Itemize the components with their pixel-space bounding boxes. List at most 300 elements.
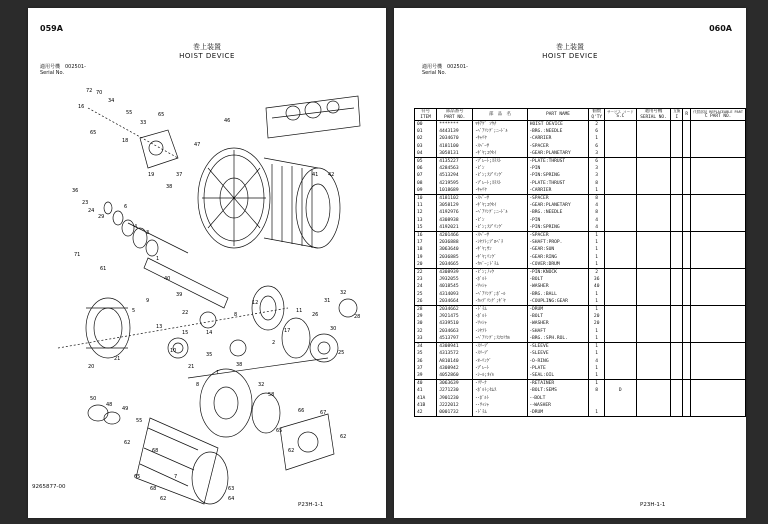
item-cell: 36	[415, 358, 437, 365]
callout: 37	[176, 172, 183, 178]
empty-cell	[683, 121, 691, 129]
part-name-cell: HOIST DEVICE	[527, 121, 589, 129]
item-cell: 16	[415, 232, 437, 240]
callout: 19	[148, 172, 155, 178]
callout: 1	[216, 370, 220, 376]
callout: 12	[252, 300, 259, 306]
callout: 32	[258, 382, 265, 388]
header-replaceable: 代替部品 REPLACEABLE PART C PART NO.	[691, 109, 746, 121]
item-cell: 20	[415, 261, 437, 269]
part-no-cell: 3063640	[437, 246, 473, 253]
item-cell: 11	[415, 202, 437, 209]
table-row	[415, 217, 746, 224]
callout: 10	[170, 348, 177, 354]
sc-cell	[604, 291, 636, 298]
empty-cell	[671, 180, 683, 187]
callout: 33	[140, 120, 147, 126]
sc-cell	[604, 328, 636, 335]
qty-cell: 1	[589, 328, 605, 335]
empty-cell	[636, 195, 671, 203]
callout: 20	[88, 364, 95, 370]
qty-cell: 20	[589, 313, 605, 320]
empty-cell	[683, 372, 691, 380]
part-name-cell: ･CARRIER	[527, 135, 589, 142]
left-footer: P23H-1-1	[298, 502, 324, 508]
empty-cell	[691, 143, 746, 150]
qty-cell: 6	[589, 158, 605, 166]
sc-cell	[604, 372, 636, 380]
part-name-cell: ･PIN:SPRING	[527, 224, 589, 232]
part-name-cell: ･COUPLING:GEAR	[527, 298, 589, 306]
empty-cell	[691, 254, 746, 261]
part-no-cell: 4308942	[437, 365, 473, 372]
part-name-cell: ･WASHER	[527, 283, 589, 290]
part-no-cell: 4308938	[437, 217, 473, 224]
name-jp-cell: ･ﾋﾟﾝ	[473, 165, 528, 172]
callout: 38	[166, 184, 173, 190]
part-name-cell: ･BOLT:SEMS	[527, 387, 589, 394]
qty-cell: 4	[589, 358, 605, 365]
empty-cell	[691, 283, 746, 290]
empty-cell	[636, 402, 671, 409]
item-cell: 17	[415, 239, 437, 246]
table-row	[415, 195, 746, 203]
table-row	[415, 365, 746, 372]
empty-cell	[671, 232, 683, 240]
table-row	[415, 335, 746, 343]
qty-cell: 3	[589, 165, 605, 172]
sc-cell	[604, 306, 636, 314]
right-title-en: HOIST DEVICE	[542, 52, 598, 60]
empty-cell	[691, 276, 746, 283]
qty-cell: 1	[589, 335, 605, 343]
empty-cell	[671, 283, 683, 290]
sc-cell	[604, 217, 636, 224]
item-cell: 00	[415, 121, 437, 129]
empty-cell	[683, 320, 691, 327]
empty-cell	[671, 121, 683, 129]
part-name-cell: ･DRUM	[527, 306, 589, 314]
qty-cell: 1	[589, 298, 605, 306]
table-row	[415, 165, 746, 172]
empty-cell	[683, 187, 691, 195]
empty-cell	[691, 306, 746, 314]
callout: 58	[268, 392, 275, 398]
empty-cell	[636, 128, 671, 135]
empty-cell	[636, 180, 671, 187]
callout: 35	[206, 352, 213, 358]
empty-cell	[671, 291, 683, 298]
empty-cell	[636, 202, 671, 209]
qty-cell: 8	[589, 180, 605, 187]
empty-cell	[691, 202, 746, 209]
item-cell: 03	[415, 143, 437, 150]
name-jp-cell: ･ｽﾘｰﾌﾞ	[473, 343, 528, 351]
empty-cell	[636, 387, 671, 394]
empty-cell	[683, 202, 691, 209]
callout: 5	[132, 308, 136, 314]
empty-cell	[636, 261, 671, 269]
name-jp-cell: ･ﾎﾞﾙﾄ;ｾﾑｽ	[473, 387, 528, 394]
empty-cell	[691, 335, 746, 343]
part-name-cell: ･BRG.:SPH.ROL.	[527, 335, 589, 343]
empty-cell	[683, 195, 691, 203]
table-row	[415, 328, 746, 335]
empty-cell	[683, 172, 691, 179]
callout: 4	[134, 224, 138, 230]
empty-cell	[636, 224, 671, 232]
name-jp-cell: ･ﾘﾃｰﾅ	[473, 380, 528, 388]
part-no-cell: 3058129	[437, 202, 473, 209]
part-no-cell: 2034662	[437, 306, 473, 314]
name-jp-cell: ･ｼﾔﾌﾄ;ﾌﾟﾛﾍﾟﾗ	[473, 239, 528, 246]
empty-cell	[636, 343, 671, 351]
part-no-cell: 4308941	[437, 343, 473, 351]
table-row	[415, 180, 746, 187]
callout: 17	[284, 328, 291, 334]
empty-cell	[671, 402, 683, 409]
name-jp-cell: ･ﾍﾞｱﾘﾝｸﾞ;ﾎﾞｰﾙ	[473, 291, 528, 298]
empty-cell	[671, 365, 683, 372]
qty-cell: 4	[589, 217, 605, 224]
callout: 65	[276, 428, 283, 434]
empty-cell	[671, 187, 683, 195]
qty-cell: 1	[589, 246, 605, 253]
empty-cell	[683, 239, 691, 246]
name-jp-cell: ･ｷﾞﾔ;ﾘﾝｸﾞ	[473, 254, 528, 261]
callout: 31	[324, 298, 331, 304]
empty-cell	[683, 306, 691, 314]
empty-cell	[636, 209, 671, 216]
name-jp-cell: ･ﾄﾞﾗﾑ	[473, 409, 528, 417]
right-page-number: 060A	[709, 24, 732, 33]
table-row	[415, 269, 746, 277]
part-name-cell: ･PIN:KNOCK	[527, 269, 589, 277]
part-no-cell: 4201466	[437, 232, 473, 240]
table-row	[415, 283, 746, 290]
name-jp-cell: ･ﾜｯｼｬ	[473, 283, 528, 290]
part-no-cell: 3063639	[437, 380, 473, 388]
part-name-cell: ･DRUM	[527, 409, 589, 417]
table-row	[415, 202, 746, 209]
name-jp-cell: ･ｷﾞﾔ;ﾕｳｾｲ	[473, 150, 528, 158]
part-no-cell: 4192976	[437, 209, 473, 216]
empty-cell	[636, 380, 671, 388]
sc-cell	[604, 276, 636, 283]
part-no-cell: 4339510	[437, 320, 473, 327]
part-name-cell: ･RETAINER	[527, 380, 589, 388]
callout: 63	[228, 486, 235, 492]
empty-cell	[636, 254, 671, 261]
sc-cell	[604, 343, 636, 351]
empty-cell	[691, 121, 746, 129]
item-cell: 06	[415, 165, 437, 172]
sc-cell: D	[604, 387, 636, 394]
name-jp-cell: ･ｵｰﾘﾝｸﾞ	[473, 358, 528, 365]
part-no-cell: 2034665	[437, 261, 473, 269]
name-jp-cell: ･ｽﾘｰﾌﾞ	[473, 350, 528, 357]
table-row	[415, 402, 746, 409]
name-jp-cell: ･ﾌﾟﾚｰﾄ;ｽﾗｽﾄ	[473, 158, 528, 166]
header-part-name: PART NAME	[527, 109, 589, 121]
part-no-cell: 3058131	[437, 150, 473, 158]
qty-cell: 1	[589, 135, 605, 142]
qty-cell	[589, 395, 605, 402]
header-interchange: 互換 I	[671, 109, 683, 121]
part-name-cell: ･PIN:SPRING	[527, 172, 589, 179]
empty-cell	[671, 372, 683, 380]
empty-cell	[671, 165, 683, 172]
hoist-device-exploded-drawing	[28, 8, 386, 518]
sc-cell	[604, 283, 636, 290]
callout: 9	[146, 298, 150, 304]
table-row	[415, 158, 746, 166]
empty-cell	[683, 395, 691, 402]
qty-cell: 40	[589, 283, 605, 290]
callout: 61	[100, 266, 107, 272]
qty-cell: 1	[589, 306, 605, 314]
empty-cell	[691, 209, 746, 216]
empty-cell	[691, 409, 746, 417]
qty-cell: 2	[589, 121, 605, 129]
qty-cell: 1	[589, 365, 605, 372]
table-row	[415, 350, 746, 357]
item-cell: 41	[415, 387, 437, 394]
header-part-no: 部品番号 PART NO.	[437, 109, 473, 121]
part-no-cell: J271230	[437, 387, 473, 394]
qty-cell: 6	[589, 128, 605, 135]
empty-cell	[691, 291, 746, 298]
left-title-en: HOIST DEVICE	[179, 52, 235, 60]
callout: 8	[196, 382, 200, 388]
callout: 21	[114, 356, 121, 362]
empty-cell	[671, 298, 683, 306]
callout: 68	[152, 448, 159, 454]
header-item: 符号 ITEM	[415, 109, 437, 121]
part-name-cell: ･SHAFT:PROP.	[527, 239, 589, 246]
empty-cell	[691, 150, 746, 158]
sc-cell	[604, 298, 636, 306]
part-no-cell: J932055	[437, 276, 473, 283]
empty-cell	[691, 328, 746, 335]
left-catalog-page	[28, 8, 386, 518]
empty-cell	[691, 395, 746, 402]
empty-cell	[683, 276, 691, 283]
item-cell: 19	[415, 254, 437, 261]
empty-cell	[636, 291, 671, 298]
callout: 7	[174, 474, 178, 480]
qty-cell: 8	[589, 195, 605, 203]
name-jp-cell: ･ﾋﾟﾝ;ﾉｯｸ	[473, 269, 528, 277]
left-page-number: 059A	[40, 24, 63, 33]
part-no-cell: J901230	[437, 395, 473, 402]
empty-cell	[671, 143, 683, 150]
part-name-cell: ･PLATE:THRUST	[527, 158, 589, 166]
callout: 48	[106, 402, 113, 408]
empty-cell	[683, 328, 691, 335]
empty-cell	[636, 239, 671, 246]
empty-cell	[691, 172, 746, 179]
callout: 22	[182, 310, 189, 316]
empty-cell	[691, 246, 746, 253]
callout: 36	[72, 188, 79, 194]
callout: 62	[288, 448, 295, 454]
table-row	[415, 358, 746, 365]
empty-cell	[671, 387, 683, 394]
part-no-cell: 4135227	[437, 158, 473, 166]
empty-cell	[636, 335, 671, 343]
qty-cell: 1	[589, 343, 605, 351]
empty-cell	[683, 313, 691, 320]
empty-cell	[691, 387, 746, 394]
empty-cell	[636, 283, 671, 290]
empty-cell	[671, 202, 683, 209]
empty-cell	[671, 335, 683, 343]
part-no-cell: *******	[437, 121, 473, 129]
table-row	[415, 372, 746, 380]
item-cell: 40	[415, 380, 437, 388]
sc-cell	[604, 313, 636, 320]
empty-cell	[636, 320, 671, 327]
sc-cell	[604, 143, 636, 150]
item-cell: 08	[415, 180, 437, 187]
table-row	[415, 313, 746, 320]
empty-cell	[683, 298, 691, 306]
sc-cell	[604, 335, 636, 343]
part-no-cell: 4052860	[437, 372, 473, 380]
empty-cell	[671, 350, 683, 357]
table-row	[415, 135, 746, 142]
empty-cell	[671, 380, 683, 388]
item-cell: 10	[415, 195, 437, 203]
part-no-cell: 2034663	[437, 328, 473, 335]
empty-cell	[636, 409, 671, 417]
qty-cell: 4	[589, 224, 605, 232]
empty-cell	[636, 121, 671, 129]
callout: 11	[296, 308, 303, 314]
empty-cell	[683, 402, 691, 409]
empty-cell	[636, 150, 671, 158]
qty-cell: 36	[589, 276, 605, 283]
right-title-jp: 巻上装置	[556, 43, 584, 51]
callout: 68	[150, 486, 157, 492]
item-cell: 04	[415, 150, 437, 158]
part-no-cell: 4314093	[437, 291, 473, 298]
qty-cell: 1	[589, 350, 605, 357]
table-row	[415, 276, 746, 283]
callout: 62	[340, 434, 347, 440]
empty-cell	[683, 365, 691, 372]
empty-cell	[683, 217, 691, 224]
table-row	[415, 291, 746, 298]
part-name-cell: ･･BOLT	[527, 395, 589, 402]
empty-cell	[671, 261, 683, 269]
empty-cell	[683, 387, 691, 394]
empty-cell	[683, 380, 691, 388]
part-name-cell: ･SPACER	[527, 143, 589, 150]
empty-cell	[683, 135, 691, 142]
item-cell: 12	[415, 209, 437, 216]
header-serial: 適用号機 SERIAL NO.	[636, 109, 671, 121]
empty-cell	[636, 217, 671, 224]
callout: 38	[236, 362, 243, 368]
sc-cell	[604, 121, 636, 129]
callout: 65	[134, 474, 141, 480]
part-no-cell: 4181102	[437, 195, 473, 203]
item-cell: 23	[415, 276, 437, 283]
qty-cell: 1	[589, 261, 605, 269]
item-cell: 15	[415, 224, 437, 232]
part-no-cell: 1018689	[437, 187, 473, 195]
empty-cell	[691, 380, 746, 388]
name-jp-cell: ･ｼﾔﾌﾄ	[473, 328, 528, 335]
empty-cell	[683, 261, 691, 269]
table-row	[415, 343, 746, 351]
part-no-cell: 2034664	[437, 298, 473, 306]
empty-cell	[636, 298, 671, 306]
empty-cell	[691, 187, 746, 195]
callout: 39	[176, 292, 183, 298]
empty-cell	[636, 365, 671, 372]
callout: 41	[312, 172, 319, 178]
table-row	[415, 224, 746, 232]
name-jp-cell: ･ｷｬﾘﾔ	[473, 135, 528, 142]
callout: 55	[136, 418, 143, 424]
empty-cell	[636, 313, 671, 320]
table-row	[415, 261, 746, 269]
sc-cell	[604, 246, 636, 253]
empty-cell	[691, 239, 746, 246]
part-no-cell: 4513294	[437, 172, 473, 179]
table-header-row	[415, 109, 746, 121]
callout: 16	[78, 104, 85, 110]
empty-cell	[691, 313, 746, 320]
callout: 8	[234, 312, 238, 318]
empty-cell	[636, 269, 671, 277]
empty-cell	[683, 128, 691, 135]
empty-cell	[691, 365, 746, 372]
sc-cell	[604, 254, 636, 261]
qty-cell: 1	[589, 232, 605, 240]
table-row	[415, 246, 746, 253]
item-cell: 24	[415, 283, 437, 290]
empty-cell	[671, 246, 683, 253]
empty-cell	[671, 320, 683, 327]
empty-cell	[636, 232, 671, 240]
empty-cell	[683, 246, 691, 253]
part-no-cell: 4018545	[437, 283, 473, 290]
callout: 65	[158, 112, 165, 118]
callout: 71	[74, 252, 81, 258]
empty-cell	[671, 313, 683, 320]
part-name-cell: ･PIN	[527, 217, 589, 224]
item-cell: 01	[415, 128, 437, 135]
table-row	[415, 239, 746, 246]
sc-cell	[604, 409, 636, 417]
empty-cell	[683, 343, 691, 351]
callout: 1	[156, 256, 160, 262]
part-no-cell: 0001732	[437, 409, 473, 417]
sc-cell	[604, 180, 636, 187]
name-jp-cell: ･･ﾜｯｼｬ	[473, 402, 528, 409]
name-jp-cell: ･ﾄﾞﾗﾑ	[473, 306, 528, 314]
part-name-cell: ･SLEEVE	[527, 350, 589, 357]
part-name-cell: ･GEAR:PLANETARY	[527, 150, 589, 158]
callout: 70	[96, 90, 103, 96]
sc-cell	[604, 165, 636, 172]
callout: 24	[88, 208, 95, 214]
part-no-cell: 4443139	[437, 128, 473, 135]
